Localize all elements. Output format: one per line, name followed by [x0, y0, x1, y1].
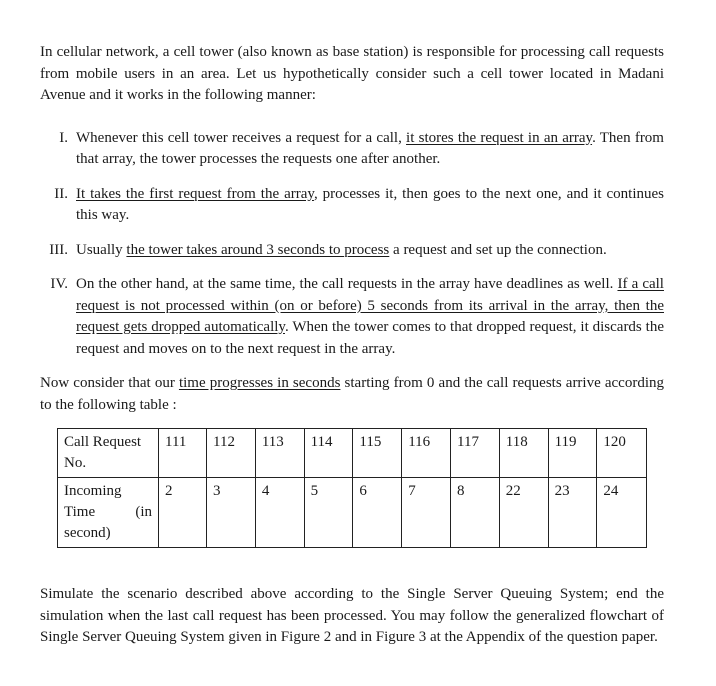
rules-list: [40, 128, 664, 361]
rule-text: a request and set up the connection.: [389, 241, 607, 258]
call-number-cell: 120: [597, 429, 647, 478]
rule-number: III.: [49, 241, 68, 258]
call-number-cell: 119: [548, 429, 597, 478]
rule-underlined-text: it stores the request in an array: [406, 129, 593, 146]
incoming-time-cell: 7: [402, 478, 451, 548]
incoming-time-cell: 6: [353, 478, 402, 548]
row-label-incoming-time: Incoming Time (in second): [58, 478, 159, 548]
incoming-time-cell: 4: [255, 478, 304, 548]
rule-number: I.: [59, 129, 68, 146]
intro-paragraph: In cellular network, a cell tower (also known as base station) is responsible for processing call requests from mobile users in an area. Let us hypothetically consider such a cell tower located in Madani Avenue and it works in the following manner:: [40, 44, 664, 103]
rule-item: [40, 128, 664, 171]
rule-underlined-text: It takes the first request from the array: [76, 185, 314, 202]
rule-number: IV.: [50, 276, 68, 292]
incoming-time-cell: 3: [207, 478, 256, 548]
consider-paragraph: [40, 373, 664, 416]
rule-text: Usually: [76, 241, 127, 258]
rule-item: [40, 240, 664, 262]
rule-item: [40, 274, 664, 360]
incoming-time-cell: 8: [451, 478, 500, 548]
call-number-cell: 113: [255, 429, 304, 478]
rule-underlined-text: If a call request is not processed within (on or before) 5 seconds from its arrival in the array, then the request gets dropped automatically: [76, 276, 664, 335]
call-request-table: [57, 428, 647, 548]
rule-item: [40, 184, 664, 227]
incoming-time-cell: 2: [159, 478, 207, 548]
incoming-time-cell: 24: [597, 478, 647, 548]
call-number-cell: 116: [402, 429, 451, 478]
rule-text: . When the tower comes to that dropped request, it discards the request and moves on to the next request in the array.: [76, 319, 664, 357]
incoming-time-cell: 5: [304, 478, 353, 548]
table-row-incoming-time: [58, 478, 647, 548]
row-label-call-request: Call Request No.: [58, 429, 159, 478]
call-number-cell: 111: [159, 429, 207, 478]
consider-underlined-text: time progresses in seconds: [178, 375, 341, 391]
consider-text: starting from 0 and the call requests arrive according to the following table :: [40, 375, 665, 413]
rule-text: , processes it, then goes to the next one, and it continues this way.: [76, 185, 665, 223]
consider-text: Now consider that our: [40, 375, 179, 391]
closing-paragraph: Simulate the scenario described above according to the Single Server Queuing System; end the simulation when the last call request has been processed. You may follow the generalized flowchart of Single Server Queuing System given in Figure 2 and in Figure 3 at the Appendix of the question paper.: [40, 586, 664, 645]
rule-text: . Then from that array, the tower processes the requests one after another.: [76, 129, 664, 167]
call-number-cell: 114: [304, 429, 353, 478]
call-number-cell: 117: [451, 429, 500, 478]
call-number-cell: 118: [499, 429, 548, 478]
rule-number: II.: [54, 185, 68, 202]
call-number-cell: 112: [207, 429, 256, 478]
incoming-time-cell: 22: [499, 478, 548, 548]
table-row-call-number: [58, 429, 647, 478]
rule-text: On the other hand, at the same time, the call requests in the array have deadlines as well.: [76, 276, 618, 292]
incoming-time-cell: 23: [548, 478, 597, 548]
rule-underlined-text: the tower takes around 3 seconds to process: [126, 241, 390, 258]
question-page: [40, 42, 664, 649]
call-number-cell: 115: [353, 429, 402, 478]
rule-text: Whenever this cell tower receives a request for a call,: [76, 129, 407, 146]
